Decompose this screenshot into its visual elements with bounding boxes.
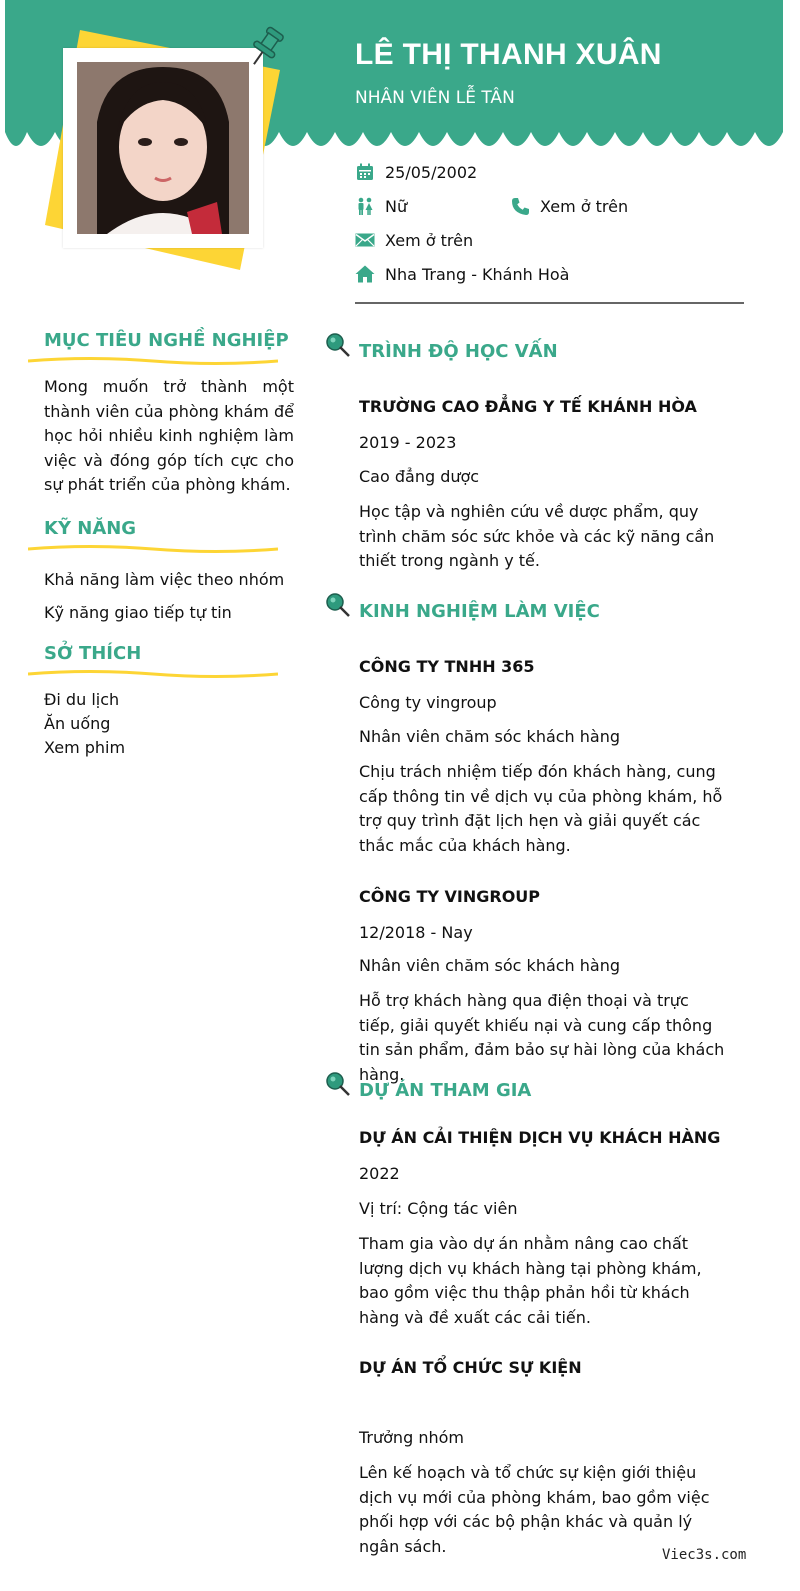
experience-line: Công ty vingroup xyxy=(359,693,497,712)
gender-row xyxy=(355,196,407,216)
calendar-icon xyxy=(355,162,375,182)
hobbies-title: SỞ THÍCH xyxy=(44,643,142,664)
phone-row xyxy=(510,196,628,216)
home-icon xyxy=(355,264,375,284)
experience-position: Nhân viên chăm sóc khách hàng xyxy=(359,727,621,746)
experience-company: CÔNG TY VINGROUP xyxy=(359,887,541,906)
hobby-item: Ăn uống xyxy=(44,714,111,733)
skills-title: KỸ NĂNG xyxy=(44,518,137,539)
pin-icon xyxy=(325,592,351,618)
skill-item: Kỹ năng giao tiếp tự tin xyxy=(44,603,232,622)
candidate-name: LÊ THỊ THANH XUÂN xyxy=(355,38,662,71)
experience-position: Nhân viên chăm sóc khách hàng xyxy=(359,956,621,975)
projects-title: DỰ ÁN THAM GIA xyxy=(359,1080,532,1101)
objective-underline xyxy=(28,355,278,367)
hobbies-underline xyxy=(28,668,278,680)
email-icon xyxy=(355,230,375,250)
project-role: Trưởng nhóm xyxy=(359,1428,464,1447)
pin-icon xyxy=(244,24,288,70)
project-name: DỰ ÁN TỔ CHỨC SỰ KIỆN xyxy=(359,1358,582,1377)
project-role: Vị trí: Cộng tác viên xyxy=(359,1199,518,1218)
education-desc: Học tập và nghiên cứu về dược phẩm, quy trình chăm sóc sức khỏe và các kỹ năng cần thiết trong ngành y tế. xyxy=(359,502,715,570)
address-row xyxy=(355,264,569,284)
avatar xyxy=(77,62,249,234)
gender-icon xyxy=(355,196,375,216)
candidate-role: NHÂN VIÊN LỄ TÂN xyxy=(355,88,515,108)
education-title: TRÌNH ĐỘ HỌC VẤN xyxy=(359,341,558,362)
info-divider xyxy=(355,302,744,304)
pin-icon xyxy=(325,1071,351,1097)
birthday-value: 25/05/2002 xyxy=(385,162,478,182)
hobby-item: Xem phim xyxy=(44,738,126,757)
birthday-row xyxy=(355,162,477,182)
project-year: 2022 xyxy=(359,1164,400,1183)
address-value: Nha Trang - Khánh Hoà xyxy=(385,264,570,284)
email-row xyxy=(355,230,473,250)
experience-desc: Hỗ trợ khách hàng qua điện thoại và trực tiếp, giải quyết khiếu nại và cung cấp thông tin sản phẩm, đảm bảo sự hài lòng của khách hàng. xyxy=(359,991,725,1084)
gender-value: Nữ xyxy=(385,196,408,216)
email-value: Xem ở trên xyxy=(385,230,474,250)
project-desc: Lên kế hoạch và tổ chức sự kiện giới thiệu dịch vụ mới của phòng khám, bao gồm việc phối hợp với các bộ phận khác và quản lý ngân sách. xyxy=(359,1463,710,1556)
phone-value: Xem ở trên xyxy=(540,196,629,216)
education-major: Cao đẳng dược xyxy=(359,467,480,486)
watermark: Viec3s.com xyxy=(662,1547,747,1563)
photo-frame xyxy=(63,48,263,248)
hobby-item: Đi du lịch xyxy=(44,690,120,709)
project-name: DỰ ÁN CẢI THIỆN DỊCH VỤ KHÁCH HÀNG xyxy=(359,1128,721,1147)
project-desc: Tham gia vào dự án nhằm nâng cao chất lượng dịch vụ khách hàng tại phòng khám, bao gồm việc thu thập phản hồi từ khách hàng và đề xuất các cải tiến. xyxy=(359,1234,702,1327)
skill-item: Khả năng làm việc theo nhóm xyxy=(44,570,285,589)
experience-line: 12/2018 - Nay xyxy=(359,923,473,942)
experience-desc: Chịu trách nhiệm tiếp đón khách hàng, cung cấp thông tin về dịch vụ của phòng khám, hỗ trợ quy trình đặt lịch hẹn và giải quyết các thắc mắc của khách hàng. xyxy=(359,762,723,855)
pin-icon xyxy=(325,332,351,358)
objective-text: Mong muốn trở thành một thành viên của phòng khám để học hỏi nhiều kinh nghiệm làm việc và đóng góp tích cực cho sự phát triển của phòng khám. xyxy=(44,377,294,494)
education-school: TRƯỜNG CAO ĐẲNG Y TẾ KHÁNH HÒA xyxy=(359,397,697,416)
phone-icon xyxy=(510,196,530,216)
experience-company: CÔNG TY TNHH 365 xyxy=(359,657,535,676)
education-period: 2019 - 2023 xyxy=(359,433,457,452)
experience-title: KINH NGHIỆM LÀM VIỆC xyxy=(359,601,600,622)
objective-title: MỤC TIÊU NGHỀ NGHIỆP xyxy=(44,330,289,351)
skills-underline xyxy=(28,543,278,555)
